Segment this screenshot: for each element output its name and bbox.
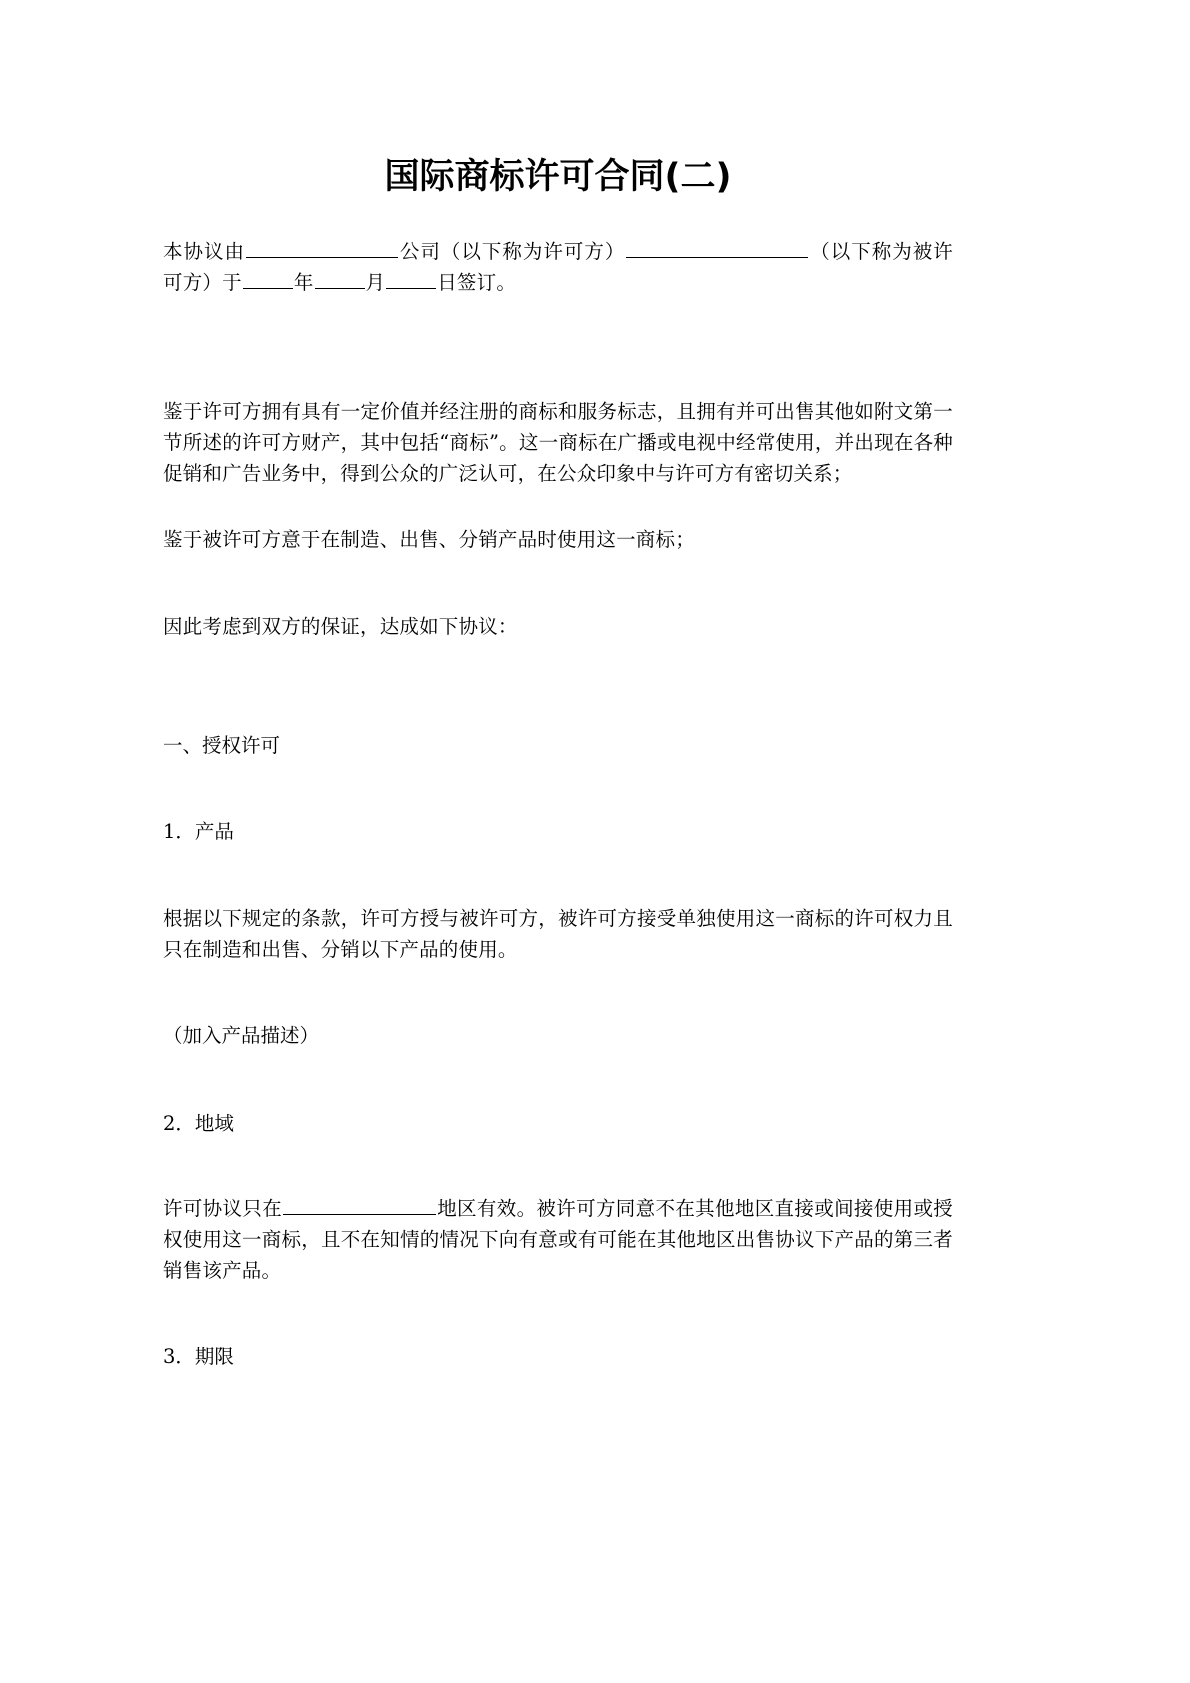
blank-month[interactable] xyxy=(315,269,365,290)
territory-text-a: 许可协议只在 xyxy=(163,1197,283,1220)
intro-text-e: 月 xyxy=(365,271,386,294)
intro-text-d: 年 xyxy=(293,271,314,294)
intro-text-a: 本协议由 xyxy=(163,240,246,263)
paragraph-territory xyxy=(163,1193,953,1286)
paragraph-therefore: 因此考虑到双方的保证，达成如下协议： xyxy=(163,615,518,638)
blank-licensor-company[interactable] xyxy=(246,238,398,259)
paragraph-grant: 根据以下规定的条款，许可方授与被许可方，被许可方接受单独使用这一商标的许可权力且只在制造和出售、分销以下产品的使用。 xyxy=(163,907,953,961)
territory-text-b: 地区有效。被许可方同意不在其他地区直接或间接使用或授权使用这一商标，且不在知情的情况下向有意或有可能在其他地区出售协议下产品的第三者销售该产品。 xyxy=(163,1197,953,1282)
paragraph-recital-2: 鉴于被许可方意于在制造、出售、分销产品时使用这一商标； xyxy=(163,528,695,551)
page-title: 国际商标许可合同(二) xyxy=(384,157,732,197)
blank-territory-region[interactable] xyxy=(283,1195,436,1216)
intro-text-c: （以下称为被许可方）于 xyxy=(163,240,953,294)
item-heading-1-product: 1．产品 xyxy=(163,820,234,843)
paragraph-recital-1: 鉴于许可方拥有具有一定价值并经注册的商标和服务标志，且拥有并可出售其他如附文第一节所述的许可方财产，其中包括“商标”。这一商标在广播或电视中经常使用，并出现在各种促销和广告业务中，得到公众的广泛认可，在公众印象中与许可方有密切关系； xyxy=(163,400,953,485)
intro-text-b: 公司（以下称为许可方） xyxy=(399,240,626,263)
blank-licensee-name[interactable] xyxy=(626,238,808,259)
intro-text-f: 日签订。 xyxy=(437,271,517,294)
paragraph-insert-product-description: （加入产品描述） xyxy=(163,1024,320,1047)
blank-year[interactable] xyxy=(243,269,293,290)
item-heading-2-territory: 2．地域 xyxy=(163,1112,234,1135)
item-heading-3-term: 3．期限 xyxy=(163,1345,234,1368)
blank-day[interactable] xyxy=(386,269,436,290)
section-heading-1: 一、授权许可 xyxy=(163,734,281,757)
paragraph-intro xyxy=(163,236,953,298)
